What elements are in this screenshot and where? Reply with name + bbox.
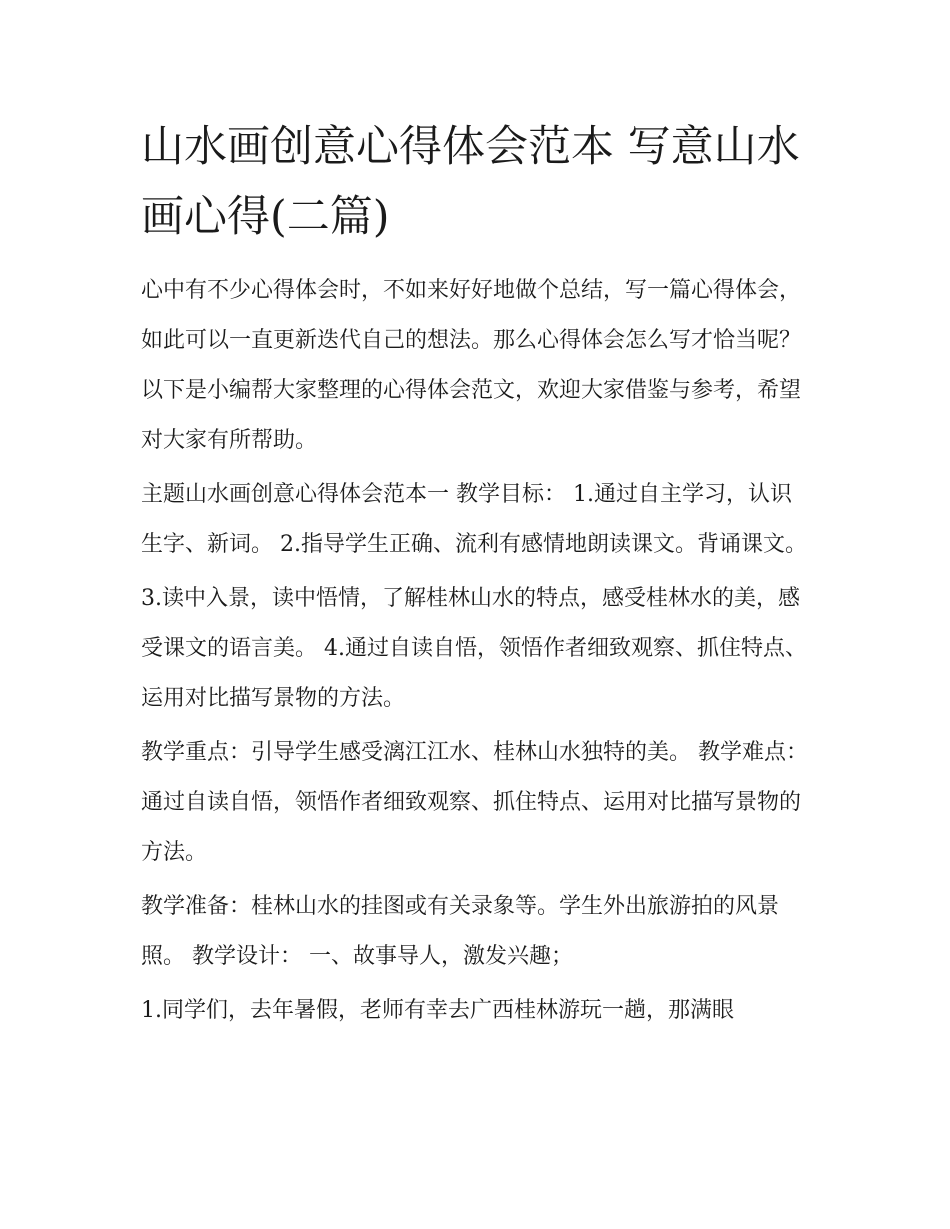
document-content <box>141 112 813 1040</box>
paragraph-teaching-goals: 主题山水画创意心得体会范本一 教学目标： 1.通过自主学习，认识生字、新词。 2.指导学生正确、流利有感情地朗读课文。背诵课文。 <box>141 482 807 557</box>
paragraph-preparation: 教学准备：桂林山水的挂图或有关录象等。学生外出旅游拍的风景照。 教学设计： 一、故事导人，激发兴趣； <box>141 894 780 969</box>
paragraph-key-points: 教学重点：引导学生感受漓江江水、桂林山水独特的美。 教学难点：通过自读自悟，领悟作者细致观察、抓住特点、运用对比描写景物的方法。 <box>141 740 808 865</box>
paragraph-intro: 心中有不少心得体会时，不如来好好地做个总结，写一篇心得体会，如此可以一直更新迭代自己的想法。那么心得体会怎么写才恰当呢？以下是小编帮大家整理的心得体会范文，欢迎大家借鉴与参考，希望对大家有所帮助。 <box>141 278 802 453</box>
document-title: 山水画创意心得体会范本 写意山水画心得(二篇) <box>141 122 800 242</box>
paragraph-story-intro: 1.同学们，去年暑假，老师有幸去广西桂林游玩一趟，那满眼 <box>141 998 734 1023</box>
paragraph-goals-continued: 3.读中入景，读中悟情，了解桂林山水的特点，感受桂林水的美，感受课文的语言美。 4.通过自读自悟，领悟作者细致观察、抓住特点、运用对比描写景物的方法。 <box>141 586 807 711</box>
